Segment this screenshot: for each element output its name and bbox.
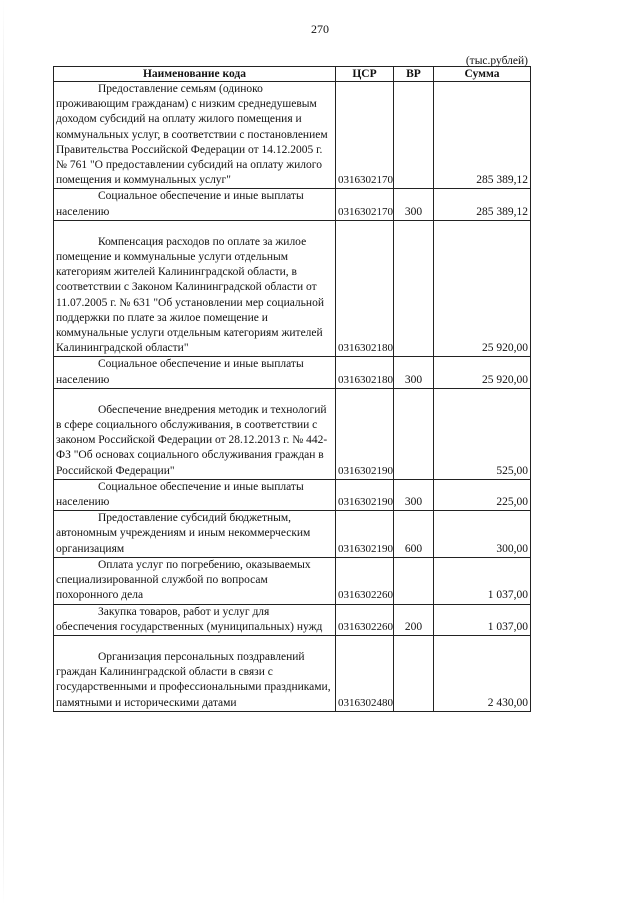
row-name-text: Организация персональных поздравлений граждан Калининградской области в связи с государственными и профессиональными праздниками, памятными и историческими датами [56,650,331,709]
row-vr: 600 [394,511,434,558]
table-row [54,189,531,220]
row-csr: 0316302260 [336,557,394,604]
row-name-text: Социальное обеспечение и иные выплаты населению [56,190,304,218]
row-name-text: Социальное обеспечение и иные выплаты населению [56,480,304,509]
row-vr [394,635,434,711]
table-header-row [54,67,531,82]
row-csr: 0316302180 [336,357,394,388]
row-name [54,604,336,635]
row-name [54,82,336,189]
row-csr: 0316302180 [336,220,394,357]
row-name-text: Закупка товаров, работ и услуг для обеспечения государственных (муниципальных) нужд [56,605,323,633]
row-name [54,189,336,220]
row-csr: 0316302170 [336,189,394,220]
row-sum: 1 037,00 [434,604,531,635]
row-name [54,635,336,711]
budget-table [53,66,531,712]
row-sum: 285 389,12 [434,189,531,220]
column-header-name: Наименование кода [54,67,336,82]
table-row [54,82,531,189]
row-csr: 0316302480 [336,635,394,711]
row-sum: 300,00 [434,511,531,558]
row-csr: 0316302190 [336,388,394,479]
row-vr [394,557,434,604]
scan-edge-shadow [3,0,4,905]
table-row [54,357,531,388]
row-name [54,479,336,510]
row-vr [394,220,434,357]
row-csr: 0316302190 [336,511,394,558]
units-label: (тыс.рублей) [465,55,528,67]
page-number: 270 [311,22,329,36]
column-header-csr: ЦСР [336,67,394,82]
row-name [54,357,336,388]
row-sum: 2 430,00 [434,635,531,711]
row-sum: 1 037,00 [434,557,531,604]
row-csr: 0316302170 [336,82,394,189]
table-row [54,511,531,558]
table-row [54,220,531,357]
row-name-text: Предоставление субсидий бюджетным, автономным учреждениям и иным некоммерческим организациям [56,512,311,555]
column-header-sum: Сумма [434,67,531,82]
table-row [54,604,531,635]
table-row [54,479,531,510]
row-name-text: Предоставление семьям (одиноко проживающим гражданам) с низким среднедушевым доходом субсидий на оплату жилого помещения и коммунальных услуг, в соответствии с постановлением Правительства Российской Федерации от 14.12.2005 г. № 761 "О предоставлении субсидий на оплату жилого помещения и коммунальных услуг" [56,83,328,187]
row-name-text: Социальное обеспечение и иные выплаты населению [56,358,304,386]
row-vr: 300 [394,479,434,510]
column-header-vr: ВР [394,67,434,82]
row-sum: 25 920,00 [434,220,531,357]
row-sum: 25 920,00 [434,357,531,388]
row-vr: 300 [394,357,434,388]
row-sum: 225,00 [434,479,531,510]
row-name-text: Обеспечение внедрения методик и технологий в сфере социального обслуживания, в соответствии с законом Российской Федерации от 28.12.2013 г. № 442-ФЗ "Об основах социального обслуживания граждан в Российской Федерации" [56,403,328,477]
row-sum: 285 389,12 [434,82,531,189]
table-row [54,388,531,479]
row-vr [394,82,434,189]
row-name [54,511,336,558]
row-csr: 0316302190 [336,479,394,510]
row-name [54,220,336,357]
row-sum: 525,00 [434,388,531,479]
row-csr: 0316302260 [336,604,394,635]
row-name-text: Компенсация расходов по оплате за жилое помещение и коммунальные услуги отдельным категориям жителей Калининградской области, в соответствии с Законом Калининградской области от 11.07.2005 г. № 631 "Об установлении мер социальной поддержки по плате за жилое помещение и коммунальные услуги отдельным категориям жителей Калининградской области" [56,235,324,355]
row-vr: 300 [394,189,434,220]
row-vr: 200 [394,604,434,635]
row-name [54,557,336,604]
table-row [54,635,531,711]
row-vr [394,388,434,479]
table-row [54,557,531,604]
row-name [54,388,336,479]
row-name-text: Оплата услуг по погребению, оказываемых специализированной службой по вопросам похоронного дела [56,558,311,602]
